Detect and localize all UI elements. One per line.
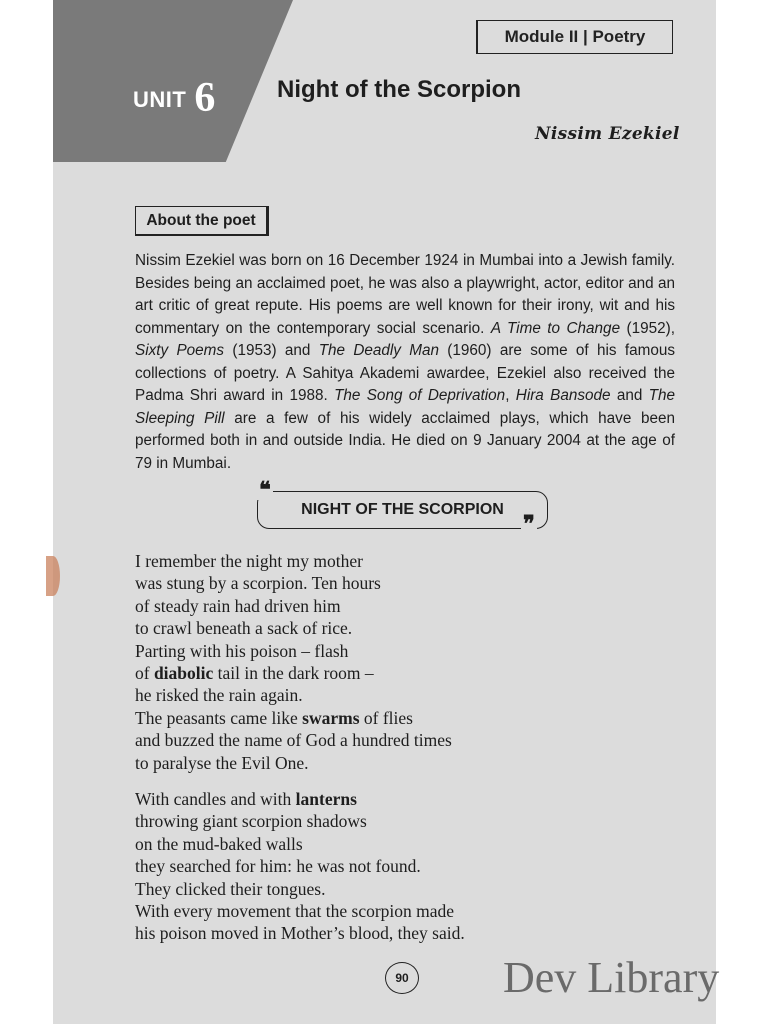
poem-text: With candles and with	[135, 789, 296, 809]
poem-line	[135, 833, 595, 855]
poem-text: Parting with his poison – flash	[135, 640, 349, 661]
poem-text: was stung by a scorpion. Ten hours	[135, 573, 381, 594]
poem-line	[135, 752, 595, 774]
glossary-word: lanterns	[295, 789, 357, 809]
poem-line	[135, 729, 595, 751]
bio-text: (1952),	[620, 319, 676, 337]
poem-text: I remember the night my mother	[135, 551, 363, 571]
poem-stanza-1	[135, 550, 595, 774]
poem-line	[135, 900, 595, 922]
poem-text: tail in the dark room –	[213, 663, 374, 684]
poem-text: on the mud-baked walls	[135, 833, 303, 854]
poem-stanza-2	[135, 788, 595, 945]
poet-signature: Nissim Ezekiel	[535, 124, 680, 144]
bio-text: and	[610, 387, 649, 404]
work-title: The Sleeping Pill	[135, 387, 676, 427]
poem-line	[135, 550, 595, 572]
poem-text: of flies	[359, 707, 413, 728]
work-title: The Deadly Man	[318, 342, 440, 359]
bio-text: are a few of his widely acclaimed plays, which have been performed both in and outside India. He died on 9 January 2004 at the age of 79 in Mumbai.	[135, 409, 675, 472]
bio-text: ,	[505, 387, 516, 404]
poem-line	[135, 707, 595, 729]
book-page	[53, 0, 716, 1024]
unit-label	[133, 74, 216, 122]
poem-line	[135, 595, 595, 617]
poem-text: With every movement that the scorpion made	[135, 901, 455, 922]
about-heading: About the poet	[135, 206, 269, 236]
unit-number: 6	[194, 75, 216, 121]
poem-line	[135, 855, 595, 877]
poem-line	[135, 810, 595, 832]
poem-text: he risked the rain again.	[135, 685, 303, 706]
work-title: A Time to Change	[490, 319, 621, 337]
poem-line	[135, 788, 595, 810]
quote-close-icon: ❞	[523, 511, 535, 537]
unit-word: UNIT	[133, 87, 187, 112]
poem-line	[135, 684, 595, 706]
poem-text: of	[135, 663, 154, 684]
poem-text: to crawl beneath a sack of rice.	[135, 618, 353, 639]
poem-text: The peasants came like	[135, 707, 303, 728]
work-title: Hira Bansode	[515, 387, 611, 404]
quote-open-icon: ❝	[259, 477, 271, 503]
poem-text: and buzzed the name of God a hundred times	[135, 730, 452, 751]
poem-line	[135, 878, 595, 900]
poem-line	[135, 662, 595, 684]
poem-text: of steady rain had driven him	[135, 595, 341, 616]
page-number: 90	[385, 962, 419, 994]
poem-text: throwing giant scorpion shadows	[135, 811, 367, 832]
watermark: Dev Library	[503, 953, 720, 1002]
poem-line	[135, 617, 595, 639]
work-title: Sixty Poems	[135, 342, 225, 359]
poem-line	[135, 572, 595, 594]
bio-text: (1960) are some of his famous collections of poetry. A Sahitya Akademi awardee, Ezekiel also received the Padma Shri award in 1988.	[135, 342, 675, 404]
module-label: Module II | Poetry	[476, 20, 673, 54]
scan-edge-mark	[46, 556, 60, 596]
poem-text: They clicked their tongues.	[135, 878, 326, 899]
poem-line	[135, 922, 595, 944]
glossary-word: diabolic	[153, 663, 214, 684]
poem-line	[135, 640, 595, 662]
bio-text: Nissim Ezekiel was born on 16 December 1924 in Mumbai into a Jewish family. Besides being an acclaimed poet, he was also a playwright, actor, editor and an art critic of great repute. His poems are well known for their irony, wit and his commentary on the contemporary social scenario.	[135, 252, 675, 337]
poem-text: his poison moved in Mother’s blood, they said.	[135, 923, 465, 944]
poet-biography	[135, 250, 675, 475]
work-title: The Song of Deprivation	[334, 387, 506, 404]
poem-heading: NIGHT OF THE SCORPION	[257, 491, 548, 529]
glossary-word: swarms	[302, 707, 360, 728]
page-title: Night of the Scorpion	[277, 76, 521, 103]
scan-margin	[716, 0, 768, 1024]
bio-text: (1953) and	[224, 342, 319, 359]
poem-text: to paralyse the Evil One.	[135, 752, 309, 773]
poem-text: they searched for him: he was not found.	[135, 856, 421, 877]
